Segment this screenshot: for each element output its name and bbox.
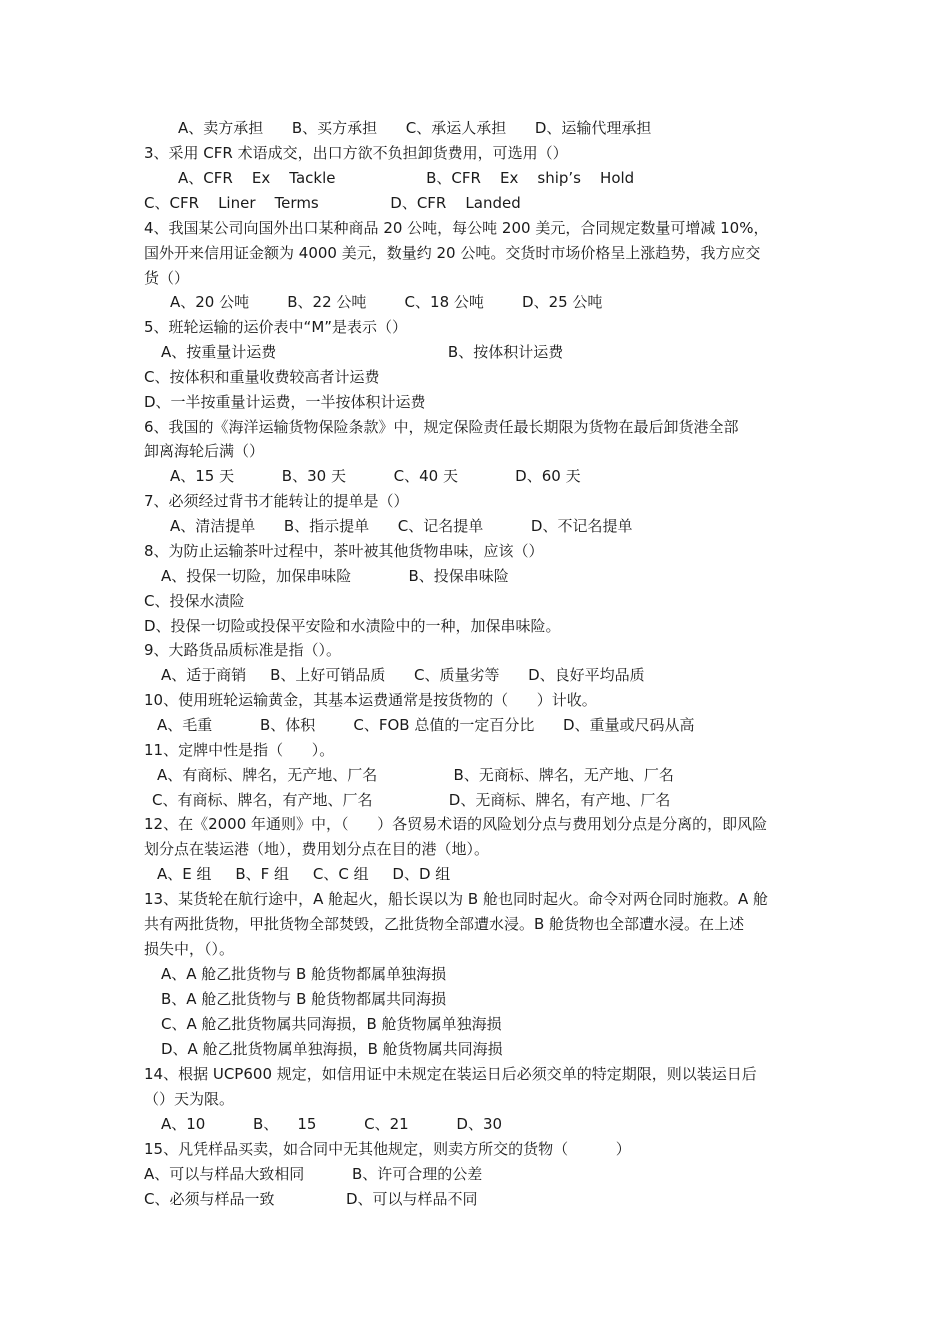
text-line: A、E 组 B、F 组 C、C 组 D、D 组 <box>157 865 451 883</box>
question-4: 4、我国某公司向国外出口某种商品 20 公吨，每公吨 200 美元，合同规定数量可增减 10%， <box>144 219 769 237</box>
text-line: 卸离海轮后满（） <box>144 442 265 460</box>
text-line: A、适于商销 B、上好可销品质 C、质量劣等 D、良好平均品质 <box>161 666 645 684</box>
question-8: 8、为防止运输茶叶过程中，茶叶被其他货物串味，应该（） <box>144 542 544 560</box>
text-line: 共有两批货物，甲批货物全部焚毁，乙批货物全部遭水浸。B 舱货物也全部遭水浸。在上述 <box>144 915 745 933</box>
text-line: A、可以与样品大致相同 B、许可合理的公差 <box>144 1165 483 1183</box>
text-line: 国外开来信用证金额为 4000 美元，数量约 20 公吨。交货时市场价格呈上涨趋势，我方应交 <box>144 244 761 262</box>
text-line: A、卖方承担 B、买方承担 C、承运人承担 D、运输代理承担 <box>178 119 652 137</box>
text-line: C、有商标、牌名，有产地、厂名 D、无商标、牌名，有产地、厂名 <box>152 791 671 809</box>
question-7: 7、必须经过背书才能转让的提单是（） <box>144 492 409 510</box>
question-12: 12、在《2000 年通则》中，（ ）各贸易术语的风险划分点与费用划分点是分离的，即风险 <box>144 815 768 833</box>
text-line: （）天为限。 <box>144 1090 235 1108</box>
text-line: C、A 舱乙批货物属共同海损，B 舱货物属单独海损 <box>161 1015 502 1033</box>
text-line: A、投保一切险，加保串味险 B、投保串味险 <box>161 567 509 585</box>
question-9: 9、大路货品质标准是指（）。 <box>144 641 342 659</box>
question-15: 15、凡凭样品买卖，如合同中无其他规定，则卖方所交的货物（ ） <box>144 1140 631 1158</box>
text-line: C、CFR Liner Terms D、CFR Landed <box>144 194 521 212</box>
question-14: 14、根据 UCP600 规定，如信用证中未规定在装运日后必须交单的特定期限，则以装运日后 <box>144 1065 757 1083</box>
text-line: A、按重量计运费 B、按体积计运费 <box>161 343 564 361</box>
text-line: B、A 舱乙批货物与 B 舱货物都属共同海损 <box>161 990 447 1008</box>
question-6: 6、我国的《海洋运输货物保险条款》中，规定保险责任最长期限为货物在最后卸货港全部 <box>144 418 739 436</box>
text-line: A、20 公吨 B、22 公吨 C、18 公吨 D、25 公吨 <box>170 293 603 311</box>
text-line: A、15 天 B、30 天 C、40 天 D、60 天 <box>170 467 581 485</box>
question-11: 11、定牌中性是指（ ）。 <box>144 741 335 759</box>
text-line: C、必须与样品一致 D、可以与样品不同 <box>144 1190 478 1208</box>
text-line: 货（） <box>144 269 190 287</box>
text-line: 划分点在装运港（地），费用划分点在目的港（地）。 <box>144 840 490 858</box>
text-line: A、A 舱乙批货物与 B 舱货物都属单独海损 <box>161 965 447 983</box>
text-line: D、一半按重量计运费，一半按体积计运费 <box>144 393 426 411</box>
question-10: 10、使用班轮运输黄金，其基本运费通常是按货物的（ ）计收。 <box>144 691 597 709</box>
text-line: 损失中，（）。 <box>144 940 235 958</box>
text-line: A、10 B、 15 C、21 D、30 <box>161 1115 503 1133</box>
question-3: 3、采用 CFR 术语成交，出口方欲不负担卸货费用，可选用（） <box>144 144 568 162</box>
text-line: A、CFR Ex Tackle B、CFR Ex ship’s Hold <box>178 169 635 187</box>
text-line: A、有商标、牌名，无产地、厂名 B、无商标、牌名，无产地、厂名 <box>157 766 674 784</box>
text-line: D、投保一切险或投保平安险和水渍险中的一种，加保串味险。 <box>144 617 561 635</box>
text-line: D、A 舱乙批货物属单独海损，B 舱货物属共同海损 <box>161 1040 503 1058</box>
question-5: 5、班轮运输的运价表中“M”是表示（） <box>144 318 408 336</box>
text-line: C、按体积和重量收费较高者计运费 <box>144 368 380 386</box>
text-line: A、毛重 B、体积 C、FOB 总值的一定百分比 D、重量或尺码从高 <box>157 716 695 734</box>
text-line: C、投保水渍险 <box>144 592 245 610</box>
question-13: 13、某货轮在航行途中，A 舱起火，船长误以为 B 舱也同时起火。命令对两仓同时施救。A 舱 <box>144 890 768 908</box>
text-line: A、清洁提单 B、指示提单 C、记名提单 D、不记名提单 <box>170 517 633 535</box>
